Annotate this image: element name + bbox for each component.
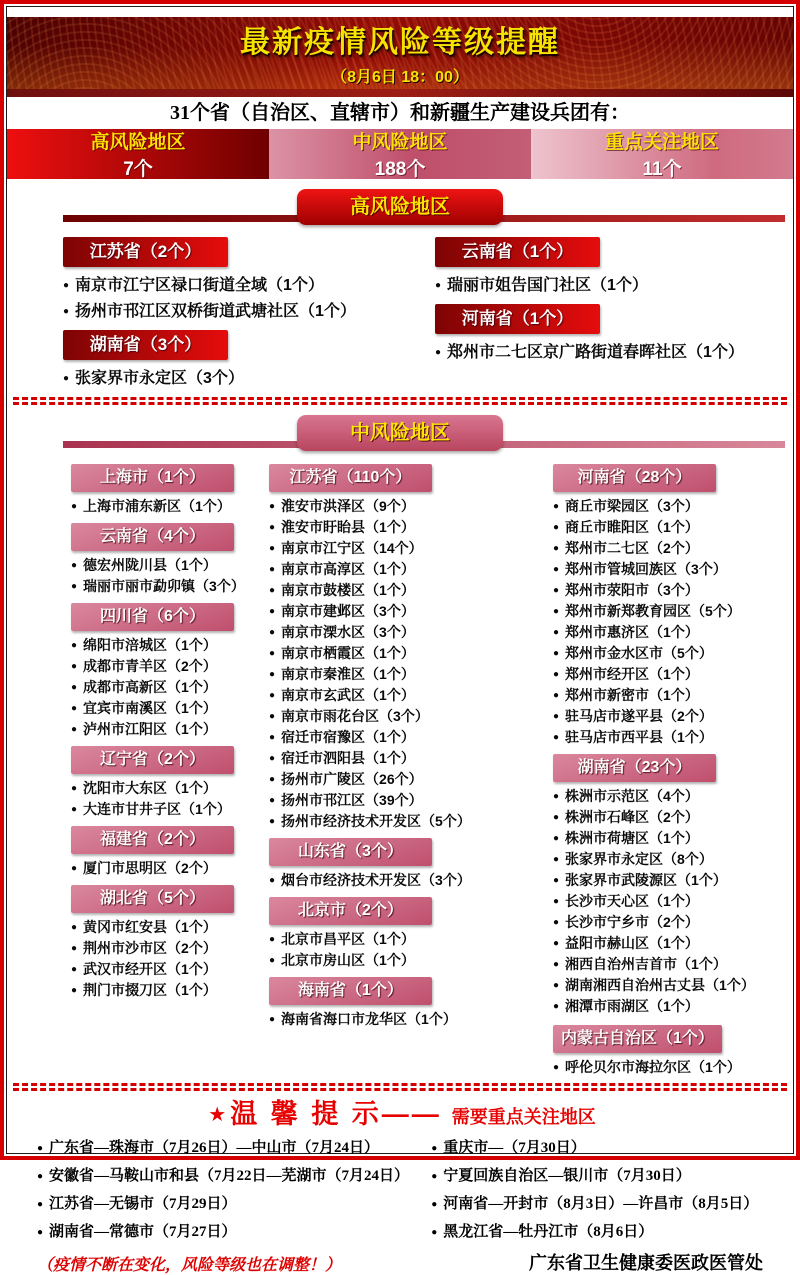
province-badge: 内蒙古自治区（1个） — [553, 1025, 722, 1053]
bullet-icon: ● — [71, 640, 78, 651]
province-group — [71, 603, 269, 741]
area-item-label: 德宏州陇川县（1个） — [83, 557, 217, 573]
area-item — [269, 686, 553, 707]
bullet-icon: ● — [553, 585, 560, 596]
area-item — [269, 1010, 553, 1031]
bullet-icon: ● — [553, 732, 560, 743]
area-item — [269, 644, 553, 665]
medium-risk-section-title: 中风险地区 — [297, 415, 503, 451]
bullet-icon: ● — [553, 543, 560, 554]
province-badge: 云南省（1个） — [435, 237, 600, 267]
tip-item — [37, 1135, 431, 1163]
bullet-icon: ● — [553, 791, 560, 802]
bullet-icon: ● — [269, 795, 276, 806]
province-group — [71, 464, 269, 518]
tips-column — [431, 1135, 767, 1247]
tips-columns — [37, 1135, 767, 1247]
bullet-icon: ● — [269, 955, 276, 966]
area-item-label: 张家界市武陵源区（1个） — [565, 872, 727, 888]
stat-label: 高风险地区 — [90, 132, 186, 153]
bullet-icon: ● — [553, 606, 560, 617]
province-badge: 北京市（2个） — [269, 897, 432, 925]
province-badge: 湖南省（23个） — [553, 754, 716, 782]
area-item-label: 上海市浦东新区（1个） — [83, 498, 231, 514]
province-group — [269, 838, 553, 892]
area-item-label: 南京市建邺区（3个） — [281, 603, 415, 619]
area-item — [269, 749, 553, 770]
province-group — [435, 304, 763, 367]
scope-subtitle: 31个省（自治区、直辖市）和新疆生产建设兵团有： — [170, 102, 630, 124]
area-item — [553, 497, 787, 518]
bullet-icon: ● — [553, 711, 560, 722]
area-item-label: 海南省海口市龙华区（1个） — [281, 1011, 457, 1027]
area-item — [63, 274, 435, 300]
province-group — [71, 826, 269, 880]
area-item — [71, 939, 269, 960]
bullet-icon: ● — [553, 917, 560, 928]
bullet-icon: ● — [435, 347, 442, 358]
tip-item-label: 江苏省—无锡市（7月29日） — [49, 1196, 237, 1212]
area-item-label: 商丘市睢阳区（1个） — [565, 519, 699, 535]
tip-item — [431, 1135, 767, 1163]
area-item — [553, 665, 787, 686]
area-item — [553, 623, 787, 644]
area-item-label: 株洲市示范区（4个） — [565, 788, 699, 804]
bullet-icon: ● — [553, 690, 560, 701]
high-risk-columns — [7, 225, 793, 395]
area-item-label: 南京市江宁区（14个） — [281, 540, 423, 556]
area-item-label: 扬州市邗江区双桥街道武塘社区（1个） — [75, 303, 356, 320]
province-badge: 山东省（3个） — [269, 838, 432, 866]
bullet-icon: ● — [37, 1199, 44, 1210]
area-item — [71, 556, 269, 577]
province-group — [553, 1020, 787, 1079]
area-item-label: 荆门市掇刀区（1个） — [83, 982, 217, 998]
area-item — [269, 518, 553, 539]
stat-count: 7个 — [123, 159, 153, 180]
area-item-label: 驻马店市西平县（1个） — [565, 729, 713, 745]
bullet-icon: ● — [553, 875, 560, 886]
area-item-label: 郑州市金水区市（5个） — [565, 645, 713, 661]
area-item-label: 宜宾市南溪区（1个） — [83, 700, 217, 716]
province-badge: 江苏省（110个） — [269, 464, 432, 492]
bullet-icon: ● — [71, 682, 78, 693]
area-item — [269, 871, 553, 892]
area-item-label: 长沙市天心区（1个） — [565, 893, 699, 909]
tip-item-label: 广东省—珠海市（7月26日）—中山市（7月24日） — [49, 1140, 380, 1156]
area-item — [553, 787, 787, 808]
bullet-icon: ● — [553, 627, 560, 638]
province-badge: 福建省（2个） — [71, 826, 234, 854]
area-item — [553, 707, 787, 728]
area-item-label: 南京市秦淮区（1个） — [281, 666, 415, 682]
area-item-label: 北京市昌平区（1个） — [281, 931, 415, 947]
bullet-icon: ● — [553, 854, 560, 865]
bullet-icon: ● — [269, 774, 276, 785]
bullet-icon: ● — [269, 522, 276, 533]
area-item — [553, 539, 787, 560]
bullet-icon: ● — [63, 280, 70, 291]
province-badge: 上海市（1个） — [71, 464, 234, 492]
area-item-label: 湘潭市雨湖区（1个） — [565, 998, 699, 1014]
tips-header — [37, 1097, 767, 1131]
area-item-label: 宿迁市泗阳县（1个） — [281, 750, 415, 766]
area-item-label: 绵阳市涪城区（1个） — [83, 637, 217, 653]
area-item-label: 呼伦贝尔市海拉尔区（1个） — [565, 1059, 741, 1075]
area-item-label: 淮安市盱眙县（1个） — [281, 519, 415, 535]
bullet-icon: ● — [553, 522, 560, 533]
area-item — [553, 976, 787, 997]
bullet-icon: ● — [71, 985, 78, 996]
bullet-icon: ● — [71, 804, 78, 815]
stat-box — [269, 129, 531, 179]
area-item — [63, 300, 435, 326]
risk-column — [269, 459, 553, 1081]
area-item-label: 瑞丽市姐告国门社区（1个） — [447, 277, 648, 294]
page-title: 最新疫情风险等级提醒 — [240, 26, 560, 59]
area-item-label: 南京市玄武区（1个） — [281, 687, 415, 703]
tip-item-label: 湖南省—常德市（7月27日） — [49, 1224, 237, 1240]
bullet-icon: ● — [553, 938, 560, 949]
province-group — [63, 237, 435, 326]
area-item — [269, 623, 553, 644]
area-item-label: 扬州市广陵区（26个） — [281, 771, 423, 787]
risk-column — [553, 459, 787, 1081]
area-item — [269, 602, 553, 623]
dashed-divider — [13, 1083, 787, 1091]
area-item-label: 郑州市管城回族区（3个） — [565, 561, 727, 577]
area-item — [269, 581, 553, 602]
medium-risk-section-head — [7, 411, 793, 451]
area-item — [269, 728, 553, 749]
bullet-icon: ● — [269, 1014, 276, 1025]
bullet-icon: ● — [71, 501, 78, 512]
area-item — [553, 602, 787, 623]
bullet-icon: ● — [71, 964, 78, 975]
bullet-icon: ● — [269, 648, 276, 659]
province-group — [269, 897, 553, 972]
tips-bottom-row — [37, 1249, 767, 1275]
tip-item — [431, 1191, 767, 1219]
area-item — [71, 720, 269, 741]
bullet-icon: ● — [71, 922, 78, 933]
header-banner — [7, 17, 793, 97]
tips-title: 温 馨 提 示—— — [230, 1099, 442, 1129]
area-item — [71, 800, 269, 821]
area-item — [71, 678, 269, 699]
area-item-label: 郑州市新密市（1个） — [565, 687, 699, 703]
high-risk-section-title: 高风险地区 — [297, 189, 503, 225]
high-risk-section-head — [7, 185, 793, 225]
bullet-icon: ● — [71, 863, 78, 874]
risk-column — [435, 233, 763, 395]
bullet-icon: ● — [37, 1143, 44, 1154]
bullet-icon: ● — [553, 812, 560, 823]
area-item-label: 郑州市二七区京广路街道春晖社区（1个） — [447, 344, 744, 361]
bullet-icon: ● — [431, 1143, 438, 1154]
province-badge: 湖南省（3个） — [63, 330, 228, 360]
bullet-icon: ● — [553, 959, 560, 970]
dashed-divider — [13, 397, 787, 405]
bullet-icon: ● — [71, 783, 78, 794]
province-group — [71, 885, 269, 1002]
area-item — [71, 636, 269, 657]
area-item — [435, 341, 763, 367]
area-item — [553, 829, 787, 850]
area-item — [269, 812, 553, 833]
tip-item-label: 重庆市—（7月30日） — [443, 1140, 586, 1156]
area-item-label: 南京市溧水区（3个） — [281, 624, 415, 640]
province-group — [269, 459, 553, 833]
bullet-icon: ● — [553, 1001, 560, 1012]
bullet-icon: ● — [269, 875, 276, 886]
area-item — [553, 560, 787, 581]
change-note: （疫情不断在变化，风险等级也在调整！） — [37, 1257, 342, 1274]
province-badge: 云南省（4个） — [71, 523, 234, 551]
area-item — [71, 699, 269, 720]
area-item — [71, 859, 269, 880]
bullet-icon: ● — [269, 501, 276, 512]
area-item-label: 扬州市经济技术开发区（5个） — [281, 813, 471, 829]
area-item — [553, 955, 787, 976]
stats-row — [7, 129, 793, 179]
header-timestamp: （8月6日 18：00） — [331, 69, 469, 86]
stat-box — [531, 129, 793, 179]
area-item — [71, 657, 269, 678]
bullet-icon: ● — [71, 703, 78, 714]
star-icon: ★ — [208, 1104, 227, 1126]
province-group — [553, 464, 787, 749]
area-item — [269, 707, 553, 728]
area-item — [553, 997, 787, 1018]
area-item — [63, 367, 435, 393]
area-item-label: 商丘市梁园区（3个） — [565, 498, 699, 514]
bullet-icon: ● — [71, 661, 78, 672]
tips-column — [37, 1135, 431, 1247]
bullet-icon: ● — [269, 934, 276, 945]
bullet-icon: ● — [553, 896, 560, 907]
area-item-label: 荆州市沙市区（2个） — [83, 940, 217, 956]
area-item — [269, 665, 553, 686]
tip-item-label: 安徽省—马鞍山市和县（7月22日—芜湖市（7月24日） — [49, 1168, 410, 1184]
province-group — [63, 330, 435, 393]
bullet-icon: ● — [553, 980, 560, 991]
tips-subtitle: 需要重点关注地区 — [451, 1107, 596, 1127]
province-badge: 海南省（1个） — [269, 977, 432, 1005]
bullet-icon: ● — [37, 1227, 44, 1238]
bullet-icon: ● — [269, 585, 276, 596]
area-item — [435, 274, 763, 300]
area-item — [71, 981, 269, 1002]
bullet-icon: ● — [553, 501, 560, 512]
area-item — [269, 770, 553, 791]
area-item — [553, 644, 787, 665]
area-item-label: 南京市高淳区（1个） — [281, 561, 415, 577]
area-item — [553, 728, 787, 749]
poster-content — [6, 6, 794, 1274]
area-item-label: 淮安市洪泽区（9个） — [281, 498, 415, 514]
area-item-label: 宿迁市宿豫区（1个） — [281, 729, 415, 745]
tip-item — [431, 1163, 767, 1191]
area-item-label: 武汉市经开区（1个） — [83, 961, 217, 977]
province-badge: 湖北省（5个） — [71, 885, 234, 913]
area-item — [269, 930, 553, 951]
area-item — [553, 808, 787, 829]
tips-section — [7, 1093, 793, 1275]
bullet-icon: ● — [269, 732, 276, 743]
area-item-label: 南京市雨花台区（3个） — [281, 708, 429, 724]
area-item-label: 沈阳市大东区（1个） — [83, 780, 217, 796]
area-item-label: 郑州市经开区（1个） — [565, 666, 699, 682]
tip-item — [37, 1219, 431, 1247]
area-item — [71, 960, 269, 981]
area-item — [553, 686, 787, 707]
area-item — [71, 918, 269, 939]
bullet-icon: ● — [269, 690, 276, 701]
bullet-icon: ● — [431, 1227, 438, 1238]
area-item-label: 泸州市江阳区（1个） — [83, 721, 217, 737]
area-item-label: 长沙市宁乡市（2个） — [565, 914, 699, 930]
stat-count: 188个 — [374, 159, 426, 180]
area-item-label: 南京市鼓楼区（1个） — [281, 582, 415, 598]
stat-box — [7, 129, 269, 179]
area-item-label: 张家界市永定区（3个） — [75, 370, 244, 387]
province-badge: 四川省（6个） — [71, 603, 234, 631]
bullet-icon: ● — [269, 711, 276, 722]
tip-item-label: 宁夏回族自治区—银川市（7月30日） — [443, 1168, 691, 1184]
area-item-label: 益阳市赫山区（1个） — [565, 935, 699, 951]
bullet-icon: ● — [553, 669, 560, 680]
area-item — [553, 913, 787, 934]
tip-item-label: 河南省—开封市（8月3日）—许昌市（8月5日） — [443, 1196, 759, 1212]
tip-item-label: 黑龙江省—牡丹江市（8月6日） — [443, 1224, 654, 1240]
area-item-label: 株洲市荷塘区（1个） — [565, 830, 699, 846]
bullet-icon: ● — [71, 581, 78, 592]
area-item — [553, 518, 787, 539]
province-badge: 江苏省（2个） — [63, 237, 228, 267]
area-item — [553, 871, 787, 892]
stat-label: 重点关注地区 — [604, 132, 719, 153]
area-item — [71, 577, 269, 598]
area-item-label: 扬州市邗江区（39个） — [281, 792, 423, 808]
area-item-label: 郑州市新郑教育园区（5个） — [565, 603, 741, 619]
bullet-icon: ● — [269, 543, 276, 554]
bullet-icon: ● — [37, 1171, 44, 1182]
area-item — [553, 850, 787, 871]
risk-column — [71, 459, 269, 1081]
bullet-icon: ● — [63, 306, 70, 317]
area-item-label: 湘西自治州吉首市（1个） — [565, 956, 727, 972]
province-badge: 河南省（28个） — [553, 464, 716, 492]
province-group — [269, 977, 553, 1031]
area-item — [553, 934, 787, 955]
area-item-label: 湖南湘西自治州古丈县（1个） — [565, 977, 755, 993]
province-badge: 河南省（1个） — [435, 304, 600, 334]
area-item-label: 郑州市二七区（2个） — [565, 540, 699, 556]
area-item — [553, 581, 787, 602]
bullet-icon: ● — [71, 943, 78, 954]
area-item-label: 成都市青羊区（2个） — [83, 658, 217, 674]
area-item-label: 南京市江宁区禄口街道全域（1个） — [75, 277, 324, 294]
bullet-icon: ● — [71, 560, 78, 571]
area-item-label: 烟台市经济技术开发区（3个） — [281, 872, 471, 888]
area-item — [269, 497, 553, 518]
bullet-icon: ● — [71, 724, 78, 735]
bullet-icon: ● — [63, 373, 70, 384]
stat-count: 11个 — [642, 159, 682, 180]
area-item-label: 北京市房山区（1个） — [281, 952, 415, 968]
area-item-label: 瑞丽市丽市勐卯镇（3个） — [83, 578, 245, 594]
area-item-label: 张家界市永定区（8个） — [565, 851, 713, 867]
area-item-label: 大连市甘井子区（1个） — [83, 801, 231, 817]
area-item-label: 成都市高新区（1个） — [83, 679, 217, 695]
bullet-icon: ● — [553, 833, 560, 844]
bullet-icon: ● — [553, 648, 560, 659]
bullet-icon: ● — [553, 1062, 560, 1073]
bullet-icon: ● — [431, 1199, 438, 1210]
bullet-icon: ● — [269, 753, 276, 764]
bullet-icon: ● — [553, 564, 560, 575]
area-item — [269, 791, 553, 812]
medium-risk-columns — [7, 451, 793, 1081]
bullet-icon: ● — [269, 816, 276, 827]
area-item-label: 厦门市思明区（2个） — [83, 860, 217, 876]
province-group — [435, 237, 763, 300]
stat-label: 中风险地区 — [352, 132, 448, 153]
area-item — [269, 539, 553, 560]
area-item-label: 郑州市惠济区（1个） — [565, 624, 699, 640]
province-group — [553, 754, 787, 1018]
risk-column — [63, 233, 435, 395]
area-item — [553, 1058, 787, 1079]
tip-item — [37, 1163, 431, 1191]
area-item-label: 郑州市荥阳市（3个） — [565, 582, 699, 598]
province-badge: 辽宁省（2个） — [71, 746, 234, 774]
area-item-label: 驻马店市遂平县（2个） — [565, 708, 713, 724]
area-item-label: 株洲市石峰区（2个） — [565, 809, 699, 825]
area-item — [71, 497, 269, 518]
area-item — [553, 892, 787, 913]
bullet-icon: ● — [269, 669, 276, 680]
area-item — [269, 560, 553, 581]
province-group — [71, 746, 269, 821]
bullet-icon: ● — [435, 280, 442, 291]
bullet-icon: ● — [269, 606, 276, 617]
bullet-icon: ● — [269, 564, 276, 575]
issuer-signature: 广东省卫生健康委医政医管处 — [529, 1253, 763, 1273]
area-item — [269, 951, 553, 972]
bullet-icon: ● — [431, 1171, 438, 1182]
area-item — [71, 779, 269, 800]
tip-item — [431, 1219, 767, 1247]
area-item-label: 南京市栖霞区（1个） — [281, 645, 415, 661]
province-group — [71, 523, 269, 598]
bullet-icon: ● — [269, 627, 276, 638]
tip-item — [37, 1191, 431, 1219]
area-item-label: 黄冈市红安县（1个） — [83, 919, 217, 935]
